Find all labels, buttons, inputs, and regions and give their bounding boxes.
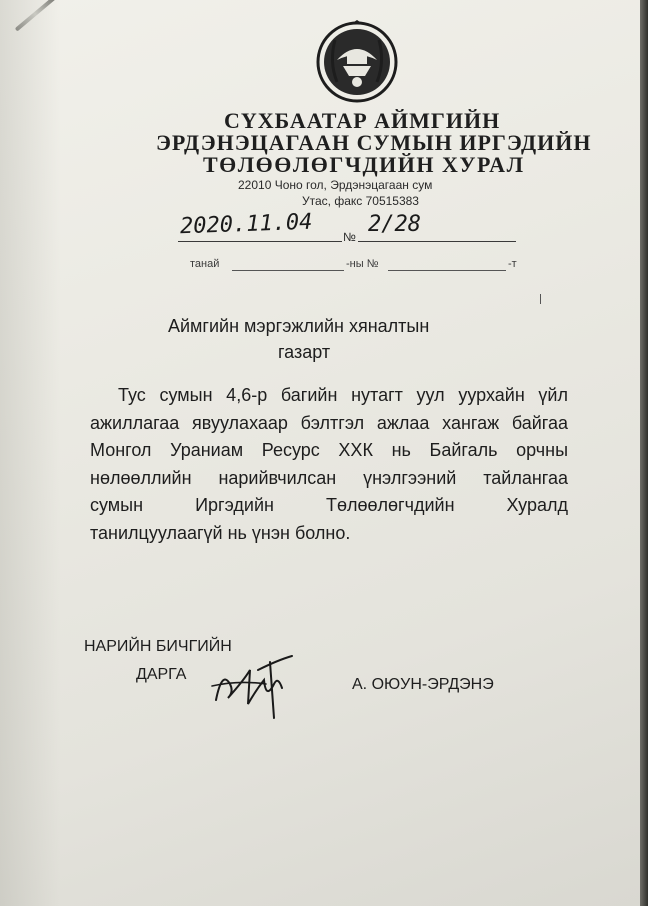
body-line: ажиллагаа явуулахаар бэлтгэл ажлаа хангаж байгаа xyxy=(90,412,568,433)
signer-title-line-1: НАРИЙН БИЧГИЙН xyxy=(84,638,232,655)
letter-number: 2/28 xyxy=(368,212,421,237)
handwritten-signature xyxy=(208,640,304,722)
body-line: Тус сумын 4,6-р багийн нутагт уул уурхайн үйл xyxy=(118,385,568,405)
address: 22010 Чоно гол, Эрдэнэцагаан сум xyxy=(238,178,433,192)
body-line: нөлөөллийн нарийвчилсан үнэлгээний тайлангаа xyxy=(90,467,568,488)
date-underline xyxy=(178,241,342,242)
org-line-1: СҮХБААТАР АЙМГИЙН xyxy=(224,108,501,133)
body-line: сумын Иргэдийн Төлөөлөгчдийн Хуралд xyxy=(90,495,568,515)
addressee-line-2: газарт xyxy=(278,342,331,362)
page-shadow xyxy=(0,0,60,906)
state-emblem-icon xyxy=(315,20,399,104)
org-line-3: ТӨЛӨӨЛӨГЧДИЙН ХУРАЛ xyxy=(203,152,525,177)
letter-date: 2020.11.04 xyxy=(179,209,313,240)
phone-fax: Утас, факс 70515383 xyxy=(302,194,419,208)
signer-title-line-2: ДАРГА xyxy=(136,666,187,683)
body-line: Монгол Ураниам Ресурс ХХК нь Байгаль орчны xyxy=(90,440,568,460)
number-underline xyxy=(358,241,516,242)
number-label: № xyxy=(343,230,356,244)
org-line-2: ЭРДЭНЭЦАГААН СУМЫН ИРГЭДИЙН xyxy=(156,130,592,155)
body-line: танилцуулаагүй нь үнэн болно. xyxy=(90,522,351,543)
ref-suffix: -т xyxy=(508,258,517,270)
dark-background-edge xyxy=(640,0,648,906)
margin-mark xyxy=(540,294,541,304)
your-ref-label: танай xyxy=(190,258,220,270)
signer-name: А. ОЮУН-ЭРДЭНЭ xyxy=(352,676,494,693)
letter-body xyxy=(90,382,568,547)
addressee-line-1: Аймгийн мэргэжлийн хяналтын xyxy=(168,316,430,336)
your-ref-blank xyxy=(232,270,344,271)
ref-no-label: -ны № xyxy=(346,258,379,270)
ref-no-blank xyxy=(388,270,506,271)
